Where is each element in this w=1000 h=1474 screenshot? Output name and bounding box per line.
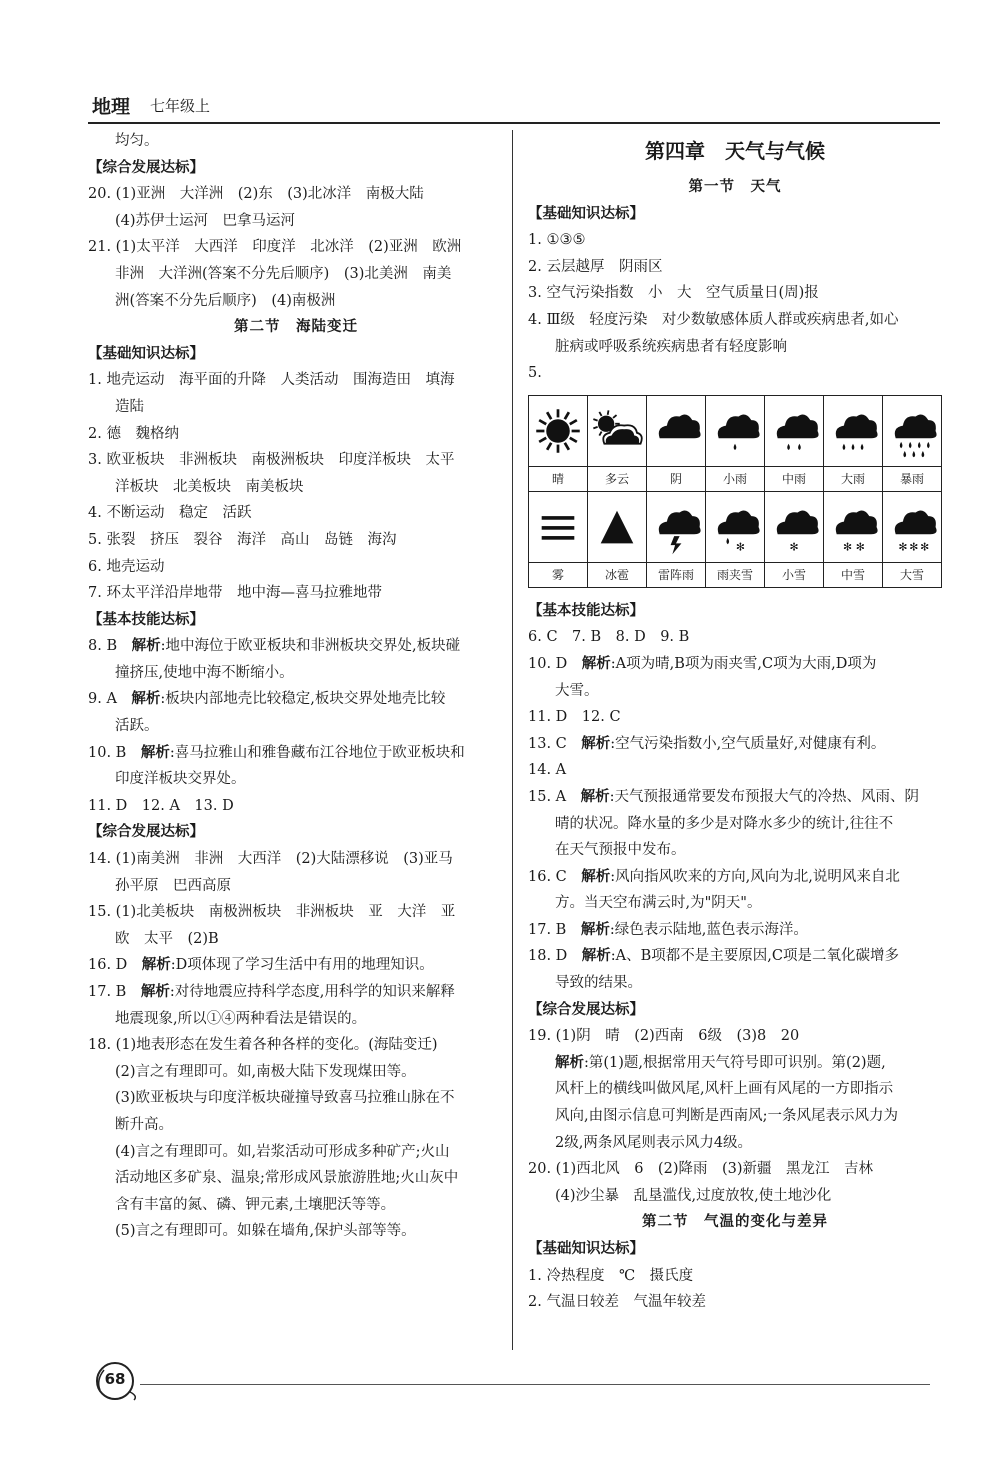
line-text: 【基本技能达标】	[88, 611, 204, 628]
line-text: 欧 太平 (2)B	[115, 930, 219, 947]
line-text: 【基础知识达标】	[88, 345, 204, 362]
weather-label: 大雪	[883, 562, 942, 587]
answer-line	[88, 713, 504, 740]
weather-label: 大雨	[824, 466, 883, 491]
line-text: 14. A	[528, 762, 567, 779]
svg-text:✻: ✻	[855, 540, 865, 554]
answer-line	[528, 890, 942, 917]
subject-title: 地理	[92, 96, 131, 118]
answer-line	[88, 500, 504, 527]
answer-line	[528, 1023, 942, 1050]
sleet-icon	[706, 491, 765, 562]
answer-line	[88, 1139, 504, 1166]
answer-line	[88, 474, 504, 501]
line-text: 20. (1)西北风 6 (2)降雨 (3)新疆 黑龙江 吉林	[528, 1161, 874, 1178]
line-text: 断升高。	[115, 1116, 173, 1133]
line-text: 活动地区多矿泉、温泉;常形成风景旅游胜地;火山灰中	[115, 1170, 459, 1187]
line-text: 2. 气温日较差 气温年较差	[528, 1294, 706, 1311]
line-text: (5)言之有理即可。如躲在墙角,保护头部等等。	[115, 1223, 416, 1240]
line-text: 在天气预报中发布。	[555, 842, 686, 859]
line-text: 【基础知识达标】	[528, 1241, 644, 1257]
answer-line	[528, 1263, 942, 1290]
answer-line	[528, 651, 942, 678]
line-text: 含有丰富的氮、磷、钾元素,土壤肥沃等等。	[115, 1196, 396, 1213]
svg-text:✻: ✻	[789, 540, 799, 554]
line-text: 11. D 12. A 13. D	[88, 797, 234, 814]
answer-line	[88, 766, 504, 793]
line-text: 【综合发展达标】	[88, 824, 204, 841]
line-text: (4)沙尘暴 乱垦滥伐,过度放牧,使土地沙化	[555, 1187, 832, 1204]
sun-icon	[529, 395, 588, 466]
section-heading	[88, 155, 504, 182]
section-heading	[528, 1236, 942, 1263]
line-text: 1. ①③⑤	[528, 232, 586, 249]
answer-line	[528, 731, 942, 758]
heavy-snow-icon	[883, 491, 942, 562]
line-text: 18. D	[528, 948, 582, 965]
line-text: 8. B	[88, 638, 132, 655]
line-text: 【综合发展达标】	[88, 159, 204, 176]
analysis-label: 解析	[140, 983, 170, 1000]
section-heading	[528, 201, 942, 228]
section-heading	[88, 819, 504, 846]
analysis-text: :第(1)题,根据常用天气符号即可识别。第(2)题,	[584, 1054, 886, 1071]
line-text: (2)言之有理即可。如,南极大陆下发现煤田等。	[115, 1063, 416, 1080]
analysis-text: :D项体现了学习生活中有用的地理知识。	[170, 957, 434, 974]
analysis-label: 解析	[581, 867, 611, 885]
answer-line	[88, 952, 504, 979]
weather-label: 雷阵雨	[647, 562, 706, 587]
line-text: 15. A	[528, 788, 581, 805]
line-text: 【基本技能达标】	[528, 602, 644, 619]
answer-line	[88, 367, 504, 394]
line-text: 9. A	[88, 691, 132, 708]
answer-line	[528, 1076, 942, 1103]
weather-label: 雨夹雪	[706, 562, 765, 587]
answer-line	[528, 227, 942, 254]
line-text: 晴的状况。降水量的多少是对降水多少的统计,往往不	[555, 815, 894, 832]
analysis-label: 解析	[580, 920, 610, 938]
right-column	[528, 128, 942, 1316]
thunderstorm-icon	[647, 491, 706, 562]
answer-line	[88, 181, 504, 208]
answer-line	[88, 421, 504, 448]
chapter-title	[528, 128, 942, 174]
answer-line	[88, 846, 504, 873]
answer-line	[88, 234, 504, 261]
overcast-icon	[647, 395, 706, 466]
analysis-text: :板块内部地壳比较稳定,板块交界处地壳比较	[160, 691, 446, 708]
rainstorm-icon	[883, 395, 942, 466]
section-heading	[88, 607, 504, 634]
analysis-label: 解析	[580, 787, 610, 805]
answer-line	[88, 554, 504, 581]
answer-line	[88, 1165, 504, 1192]
answer-line	[88, 979, 504, 1006]
line-text: 4. 不断运动 稳定 活跃	[88, 505, 252, 522]
line-text: (4)言之有理即可。如,岩浆活动可形成多种矿产;火山	[115, 1143, 450, 1160]
line-text: 第一节 天气	[688, 178, 782, 195]
answer-line	[528, 1050, 942, 1077]
section-heading	[88, 341, 504, 368]
answer-line	[528, 1156, 942, 1183]
line-text: 第二节 气温的变化与差异	[642, 1213, 828, 1231]
svg-text:✻: ✻	[920, 540, 930, 554]
moderate-rain-icon	[765, 395, 824, 466]
line-text: 20. (1)亚洲 大洋洲 (2)东 (3)北冰洋 南极大陆	[88, 186, 424, 203]
line-text: 2级,两条风尾则表示风力4级。	[555, 1134, 753, 1151]
column-divider	[512, 130, 513, 1350]
line-text: 地震现象,所以①④两种看法是错误的。	[115, 1010, 367, 1027]
analysis-label: 解析	[131, 637, 161, 655]
line-text: 撞挤压,使地中海不断缩小。	[115, 664, 294, 681]
analysis-text: :绿色表示陆地,蓝色表示海洋。	[609, 921, 808, 938]
answer-line	[88, 1032, 504, 1059]
line-text: 第二节 海陆变迁	[234, 318, 358, 336]
line-text: 活跃。	[115, 718, 159, 735]
line-text: 7. 环太平洋沿岸地带 地中海—喜马拉雅地带	[88, 585, 382, 602]
analysis-label: 解析	[581, 734, 611, 752]
line-text: 4. Ⅲ级 轻度污染 对少数敏感体质人群或疾病患者,如心	[528, 311, 899, 328]
line-text: 18. (1)地表形态在发生着各种各样的变化。(海陆变迁)	[88, 1037, 438, 1054]
line-text: 均匀。	[115, 133, 159, 149]
weather-symbol-table	[528, 395, 942, 588]
line-text: 2. 云层越厚 阴雨区	[528, 258, 663, 275]
partly-cloudy-icon	[588, 395, 647, 466]
left-column	[88, 128, 504, 1245]
page-number: 68	[104, 1370, 126, 1388]
answer-line	[88, 394, 504, 421]
line-text: 5.	[528, 365, 542, 382]
answer-line	[88, 633, 504, 660]
weather-label: 雾	[529, 562, 588, 587]
line-text: (3)欧亚板块与印度洋板块碰撞导致喜马拉雅山脉在不	[115, 1090, 455, 1107]
page-header	[88, 92, 940, 124]
line-text: 1. 地壳运动 海平面的升降 人类活动 围海造田 填海	[88, 372, 455, 389]
answer-line	[528, 837, 942, 864]
weather-label: 冰雹	[588, 562, 647, 587]
answer-line	[528, 1130, 942, 1157]
section-title	[88, 314, 504, 341]
svg-text:✻: ✻	[898, 540, 908, 554]
weather-label: 小雨	[706, 466, 765, 491]
answer-line	[88, 1059, 504, 1086]
answer-line	[88, 793, 504, 820]
light-snow-icon	[765, 491, 824, 562]
answer-line	[528, 334, 942, 361]
weather-label: 阴	[647, 466, 706, 491]
line-text: 10. B	[88, 744, 141, 761]
analysis-text: :对待地震应持科学态度,用科学的知识来解释	[169, 984, 455, 1000]
analysis-label: 解析	[581, 654, 611, 672]
answer-line	[88, 899, 504, 926]
answer-line	[88, 208, 504, 235]
fog-icon	[529, 491, 588, 562]
line-text: 2. 德 魏格纳	[88, 425, 179, 442]
answer-line	[88, 261, 504, 288]
answer-line	[528, 943, 942, 970]
line-text: (4)苏伊士运河 巴拿马运河	[115, 212, 296, 229]
answer-line	[528, 704, 942, 731]
answer-line	[528, 811, 942, 838]
analysis-text: :地中海位于欧亚板块和非洲板块交界处,板块碰	[160, 638, 461, 655]
analysis-label: 解析	[131, 690, 161, 708]
line-text: 印度洋板块交界处。	[115, 771, 246, 788]
answer-line	[528, 784, 942, 811]
answer-line	[528, 917, 942, 944]
line-text: 21. (1)太平洋 大西洋 印度洋 北冰洋 (2)亚洲 欧洲	[88, 239, 462, 256]
answer-line	[528, 678, 942, 705]
line-text: 大雪。	[555, 682, 599, 699]
line-text: 1. 冷热程度 ℃ 摄氏度	[528, 1267, 694, 1284]
answer-line	[528, 280, 942, 307]
line-text: 3. 空气污染指数 小 大 空气质量日(周)报	[528, 285, 819, 302]
answer-line	[88, 447, 504, 474]
answer-line	[528, 307, 942, 334]
analysis-label: 解析	[140, 743, 170, 761]
light-rain-icon	[706, 395, 765, 466]
svg-text:✻: ✻	[843, 540, 853, 554]
answer-line	[88, 686, 504, 713]
line-text: 造陆	[115, 398, 144, 415]
answer-line	[528, 757, 942, 784]
line-text: 14. (1)南美洲 非洲 大西洋 (2)大陆漂移说 (3)亚马	[88, 851, 453, 868]
line-text: 15. (1)北美板块 南极洲板块 非洲板块 亚 大洋 亚	[88, 904, 456, 921]
line-text: 17. B	[88, 984, 141, 1000]
weather-label: 小雪	[765, 562, 824, 587]
line-text: 风杆上的横线叫做风尾,风杆上画有风尾的一方即指示	[555, 1081, 894, 1098]
weather-label: 暴雨	[883, 466, 942, 491]
answer-line	[528, 864, 942, 891]
answer-line	[528, 1183, 942, 1210]
section-heading	[528, 997, 942, 1024]
answer-line	[88, 1192, 504, 1219]
line-text: 16. C	[528, 868, 582, 885]
weather-label: 中雪	[824, 562, 883, 587]
answer-line	[88, 1218, 504, 1245]
heavy-rain-icon	[824, 395, 883, 466]
answer-line	[528, 624, 942, 651]
answer-line	[528, 254, 942, 281]
line-text: 洋板块 北美板块 南美板块	[115, 478, 304, 495]
answer-line	[88, 1112, 504, 1139]
answer-line	[528, 970, 942, 997]
line-text: 导致的结果。	[555, 975, 642, 992]
line-text: 11. D 12. C	[528, 709, 621, 726]
weather-label: 多云	[588, 466, 647, 491]
line-text: 6. 地壳运动	[88, 558, 165, 575]
answer-line	[528, 1289, 942, 1316]
line-text: 第四章 天气与气候	[645, 139, 825, 163]
section-title	[528, 174, 942, 201]
svg-text:✻: ✻	[909, 540, 919, 554]
answer-line	[88, 580, 504, 607]
answer-line	[88, 288, 504, 315]
answer-line	[528, 360, 942, 387]
answer-line	[88, 527, 504, 554]
line-text: 10. D	[528, 655, 582, 672]
footer-rule	[140, 1384, 930, 1385]
svg-text:✻: ✻	[735, 540, 745, 554]
analysis-text: :喜马拉雅山和雅鲁藏布江谷地位于欧亚板块和	[169, 744, 465, 761]
line-text: 【基础知识达标】	[528, 205, 644, 222]
answer-line	[88, 873, 504, 900]
answer-line	[528, 1103, 942, 1130]
line-text: 13. C	[528, 735, 582, 752]
weather-label: 晴	[529, 466, 588, 491]
analysis-text: :天气预报通常要发布预报大气的冷热、风雨、阴	[609, 788, 920, 805]
line-text: 孙平原 巴西高原	[115, 877, 231, 894]
line-text: 19. (1)阴 晴 (2)西南 6级 (3)8 20	[528, 1028, 800, 1045]
analysis-text: :A、B项都不是主要原因,C项是二氧化碳增多	[610, 948, 900, 965]
answer-line	[88, 926, 504, 953]
line-text: 【综合发展达标】	[528, 1001, 644, 1018]
analysis-label: 解析	[581, 947, 611, 965]
weather-label: 中雨	[765, 466, 824, 491]
answer-line	[88, 740, 504, 767]
line-text: 风向,由图示信息可判断是西南风;一条风尾表示风力为	[555, 1108, 898, 1125]
line-text: 3. 欧亚板块 非洲板块 南极洲板块 印度洋板块 太平	[88, 452, 455, 469]
line-text: 非洲 大洋洲(答案不分先后顺序) (3)北美洲 南美	[115, 265, 452, 282]
page-number-badge	[94, 1360, 136, 1402]
line-text: 16. D	[88, 957, 142, 974]
hail-icon	[588, 491, 647, 562]
analysis-label: 解析	[141, 956, 171, 974]
line-text: 5. 张裂 挤压 裂谷 海洋 高山 岛链 海沟	[88, 531, 397, 548]
answer-line	[88, 1085, 504, 1112]
section-title	[528, 1209, 942, 1236]
answer-line	[88, 660, 504, 687]
line-text: 方。当天空布满云时,为"阴天"。	[555, 895, 762, 912]
analysis-text: :风向指风吹来的方向,风向为北,说明风来自北	[610, 868, 900, 885]
grade-label: 七年级上	[150, 97, 211, 115]
line-text: 洲(答案不分先后顺序) (4)南极洲	[115, 292, 336, 309]
analysis-text: :A项为晴,B项为雨夹雪,C项为大雨,D项为	[610, 655, 877, 672]
line-text: 17. B	[528, 921, 581, 938]
analysis-text: :空气污染指数小,空气质量好,对健康有利。	[610, 735, 886, 752]
moderate-snow-icon	[824, 491, 883, 562]
section-heading	[528, 598, 942, 625]
answer-line	[88, 1006, 504, 1033]
answer-line	[88, 128, 504, 155]
line-text: 6. C 7. B 8. D 9. B	[528, 629, 690, 646]
line-text: 脏病或呼吸系统疾病患者有轻度影响	[555, 338, 787, 355]
analysis-label: 解析	[555, 1053, 584, 1071]
